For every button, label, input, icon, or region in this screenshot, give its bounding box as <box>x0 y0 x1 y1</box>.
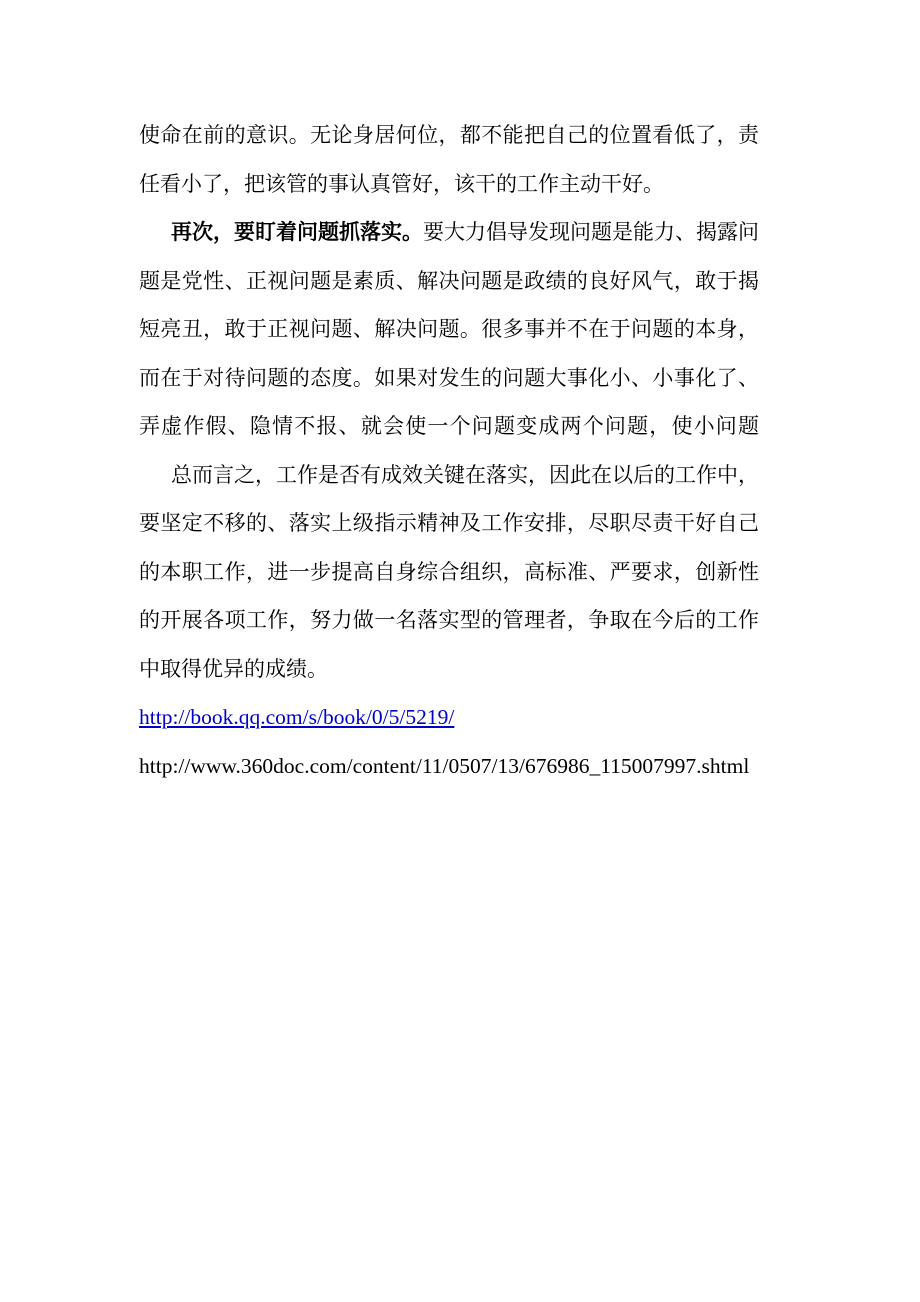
line-text: 而在于对待问题的态度。如果对发生的问题大事化小、小事化了、 <box>139 365 759 390</box>
line-text: 要坚定不移的、落实上级指示精神及工作安排，尽职尽责干好自己 <box>139 511 759 535</box>
url-line <box>139 742 759 791</box>
line-text: 的开展各项工作，努力做一名落实型的管理者，争取在今后的工作 <box>139 608 759 632</box>
link-line <box>139 693 759 742</box>
text-line <box>139 596 759 645</box>
line-text: 中取得优异的成绩。 <box>139 656 328 681</box>
text-line <box>139 451 759 500</box>
line-text: 题是党性、正视问题是素质、解决问题是政绩的良好风气，敢于揭 <box>139 268 759 293</box>
text-line <box>139 305 759 354</box>
line-text: 短亮丑，敢于正视问题、解决问题。很多事并不在于问题的本身， <box>139 317 759 341</box>
line-text: 要大力倡导发现问题是能力、揭露问 <box>423 220 759 244</box>
line-text: 的本职工作，进一步提高自身综合组织，高标准、严要求，创新性 <box>139 559 759 584</box>
line-text: 总而言之，工作是否有成效关键在落实，因此在以后的工作中， <box>171 462 759 487</box>
text-line <box>139 354 759 403</box>
text-line <box>139 645 759 694</box>
text-line <box>139 402 759 451</box>
line-text: 弄虚作假、隐情不报、就会使一个问题变成两个问题，使小问题 <box>139 414 759 438</box>
text-line <box>139 257 759 306</box>
line-text: 使命在前的意识。无论身居何位，都不能把自己的位置看低了，责 <box>139 123 759 147</box>
url-text: http://www.360doc.com/content/11/0507/13/676986_115007997.shtml <box>139 753 750 778</box>
document-body <box>139 111 759 790</box>
text-line <box>139 548 759 597</box>
bold-lead-text: 再次，要盯着问题抓落实。 <box>171 220 423 244</box>
text-line <box>139 208 759 257</box>
book-qq-hyperlink[interactable]: http://book.qq.com/s/book/0/5/5219/ <box>139 705 455 729</box>
line-text: 任看小了，把该管的事认真管好，该干的工作主动干好。 <box>139 171 664 196</box>
text-line <box>139 499 759 548</box>
text-line <box>139 111 759 160</box>
text-line <box>139 160 759 209</box>
